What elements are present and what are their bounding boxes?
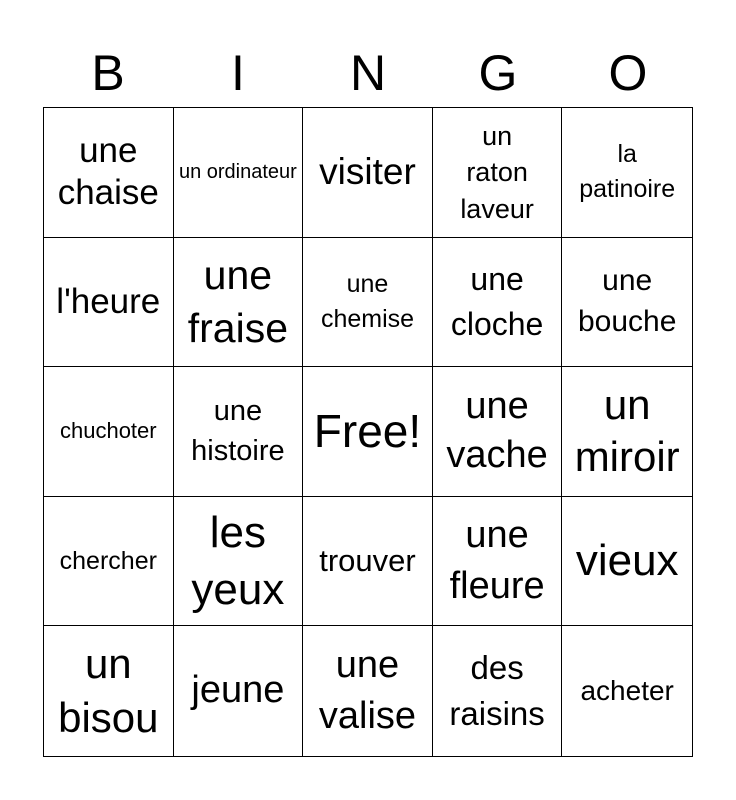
- bingo-cell: [562, 108, 692, 238]
- cell-text: une bouche: [577, 264, 677, 338]
- cell-text: Free!: [313, 405, 422, 458]
- bingo-cell: [433, 108, 563, 238]
- bingo-cell: [174, 367, 304, 497]
- cell-text: un bisou: [58, 639, 159, 742]
- bingo-cell: [433, 626, 563, 756]
- cell-text: jeune: [191, 669, 285, 712]
- bingo-cell: [303, 367, 433, 497]
- bingo-cell: [562, 626, 692, 756]
- cell-text: une fraise: [187, 251, 289, 351]
- bingo-cell: [174, 238, 304, 368]
- cell-text: chercher: [59, 546, 157, 575]
- cell-text: un ordinateur: [178, 161, 297, 184]
- cell-text: visiter: [319, 151, 416, 193]
- cell-text: acheter: [580, 675, 674, 707]
- cell-text: une valise: [318, 643, 417, 738]
- cell-text: des raisins: [449, 649, 545, 733]
- header-letter-o: O: [608, 45, 648, 101]
- bingo-cell: [303, 238, 433, 368]
- cell-text: l'heure: [56, 281, 161, 321]
- bingo-cell: [433, 497, 563, 627]
- bingo-cell: [433, 238, 563, 368]
- cell-text: une chaise: [57, 131, 159, 213]
- bingo-cell: [562, 238, 692, 368]
- bingo-cell: [303, 626, 433, 756]
- bingo-cell: [174, 497, 304, 627]
- cell-text: chuchoter: [59, 418, 157, 444]
- cell-text: une histoire: [191, 394, 285, 468]
- bingo-card: [43, 107, 693, 757]
- cell-text: un raton laveur: [460, 120, 534, 224]
- cell-text: une fleure: [449, 513, 545, 608]
- cell-text: une chemise: [320, 269, 415, 333]
- header-letter-b: B: [91, 45, 125, 101]
- cell-text: vieux: [575, 536, 679, 586]
- bingo-cell: [44, 238, 174, 368]
- cell-text: une cloche: [450, 261, 544, 342]
- cell-text: un miroir: [574, 380, 680, 481]
- bingo-cell: [44, 626, 174, 756]
- header-letter-i: I: [231, 45, 245, 101]
- bingo-cell: [174, 626, 304, 756]
- bingo-cell: [562, 497, 692, 627]
- cell-text: les yeux: [191, 507, 285, 615]
- cell-text: une vache: [446, 385, 548, 477]
- bingo-cell: [44, 367, 174, 497]
- header-letter-n: N: [349, 45, 387, 101]
- bingo-cell: [44, 497, 174, 627]
- bingo-cell: [174, 108, 304, 238]
- header-letter-g: G: [478, 45, 518, 101]
- bingo-header: [43, 40, 693, 106]
- cell-text: la patinoire: [579, 140, 676, 204]
- bingo-cell: [44, 108, 174, 238]
- bingo-cell: [303, 108, 433, 238]
- bingo-cell: [433, 367, 563, 497]
- bingo-cell: [562, 367, 692, 497]
- cell-text: trouver: [319, 542, 416, 578]
- bingo-cell: [303, 497, 433, 627]
